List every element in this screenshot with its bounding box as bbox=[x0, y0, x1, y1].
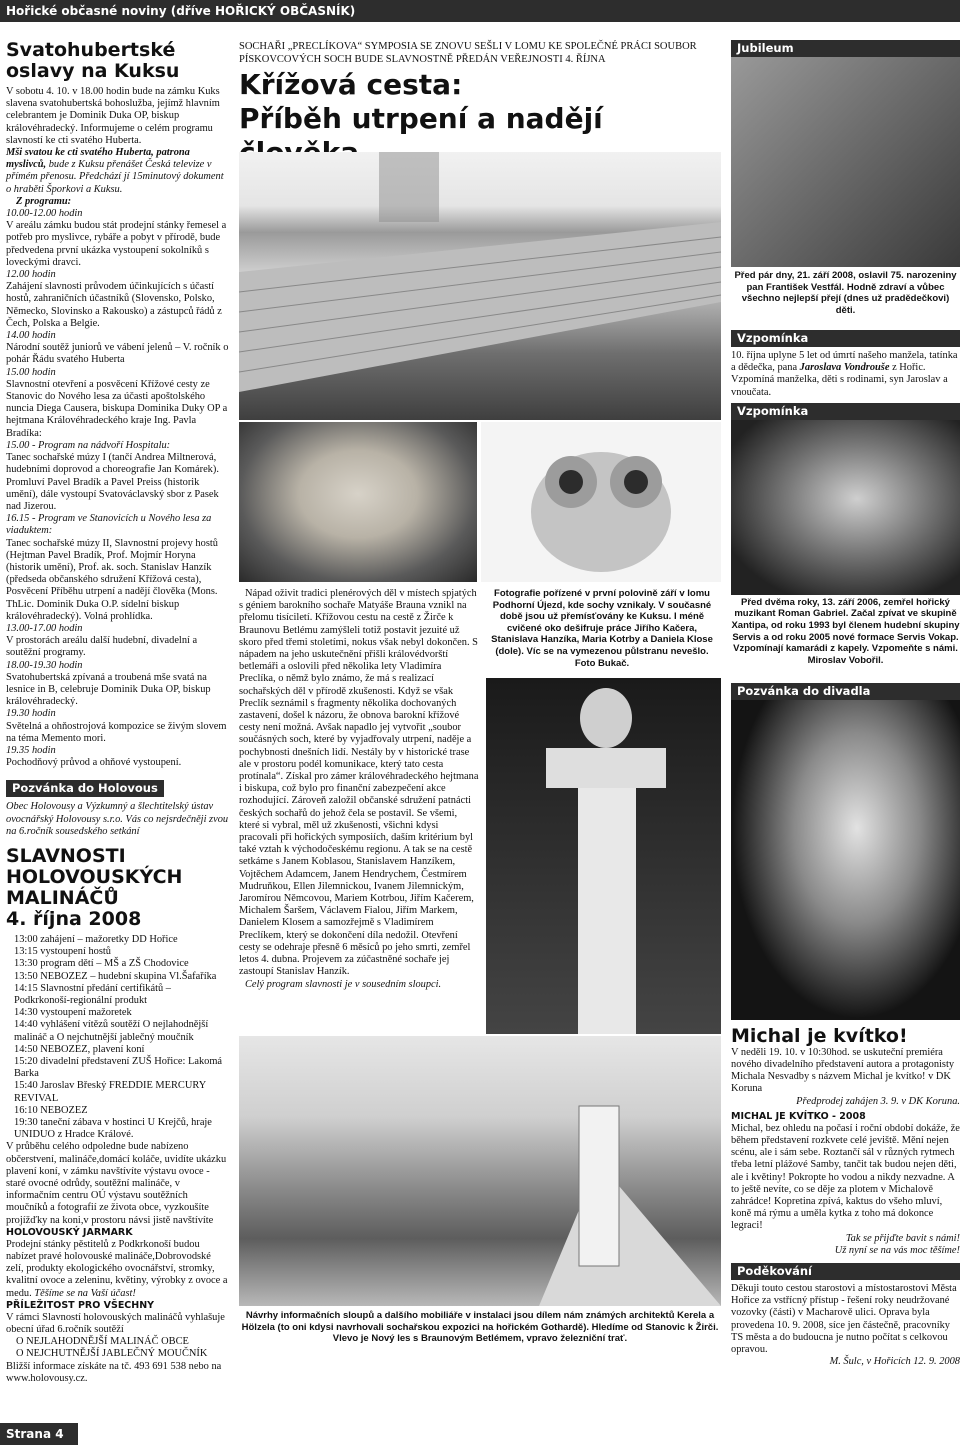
eyes-sculpture-illustration bbox=[481, 422, 721, 582]
photo-landscape-road bbox=[239, 1036, 721, 1306]
jarmark-text: Prodejní stánky pěstitelů z Podkrkonoší budou nabízet pravé holovouské malináče,Dobrovodské zelí, produkty ekologického ovocnářství, stromky, kvalitní ovoce a zeleninu, květiny, výrobky z ovoce a medu. bbox=[6, 1238, 228, 1299]
program-item-text: Zahájení slavnosti průvodem účinkujících s účastí hostů, zahraničních účastníků (Slovensko, Polsko, Německo, Slovinsko a Rakousko) a zástupců řádů z Čech, Polska a Belgie. bbox=[6, 281, 222, 329]
festival-closing: V průběhu celého odpoledne bude nabízeno občerstvení, malináče,domácí koláče, uvidíte ukázku plavení koní, v zámku navštívíte výstavu ovoce - staré ovocné odrůdy, soutěžní malináče, v informačním centru OÚ výstavu soutěžních moučníků a fotografií ze života obce, vyzkoušíte projížďky na koni,v prostoru návsi jistě navštívíte bbox=[6, 1141, 227, 1226]
thanks-label: Poděkování bbox=[731, 1263, 960, 1280]
thanks-text: Děkuji touto cestou starostovi a místostarostovi Města Hořice za vstřícný přístup - řešení roky neudržované vozovky (části) v Macharově ulici. Oprava byla provedena 10. 9. 2008, síce jen částečně, pracovníky TS města a do budoucna je nutno počítat s celkovou opravou. bbox=[731, 1283, 957, 1356]
cross-way-article bbox=[239, 588, 479, 1033]
cross-way-body-end: Celý program slavnosti je v sousedním sloupci. bbox=[245, 978, 442, 990]
article-kicker: SOCHAŘI „PRECLÍKOVA“ SYMPOSIA SE ZNOVU SEŠLI V LOMU KE SPOLEČNÉ PRÁCI SOUBOR PÍSKOVCOVÝCH SOCH BUDE SLAVNOSTNĚ PŘEDÁN VEŘEJNOSTI 4. ŘÍJNA bbox=[239, 41, 697, 65]
kuks-program-label: Z programu: bbox=[16, 195, 72, 207]
program-item-text: V areálu zámku budou stát prodejní stánky řemesel a potřeb pro myslivce, rybáře a pobyt v přírodě, bude předvedena první ukázka vystoupení sokolníků s loveckými dravci. bbox=[6, 220, 227, 268]
memory1-label: Vzpomínka bbox=[731, 330, 960, 347]
photo-tall-statue bbox=[486, 678, 721, 1034]
photo-stone-wall bbox=[239, 152, 721, 420]
photo-jubilee-family bbox=[731, 57, 960, 267]
schedule-line: 14:15 Slavnostní předání certifikátů – Podkrkonoší-regionální produkt bbox=[14, 982, 171, 1006]
program-item-time: 19.30 hodin bbox=[6, 708, 56, 720]
jarmark-label: HOLOVOUSKÝ JARMARK bbox=[6, 1226, 133, 1238]
schedule-line: 15:20 divadelní představení ZUŠ Hořice: Lakomá Barka bbox=[14, 1056, 223, 1080]
landscape-illustration bbox=[239, 1036, 721, 1306]
kuks-program-list bbox=[6, 208, 229, 769]
photo-musician bbox=[731, 420, 960, 595]
memory1-text-a: 10. října uplyne 5 let od úmrtí našeho manžela, tatínka a dědečka, pana bbox=[731, 350, 958, 374]
memory1-name: Jaroslava Vondrouše bbox=[799, 362, 890, 374]
schedule-line: 15:40 Jaroslav Břeský FREDDIE MERCURY REVIVAL bbox=[14, 1080, 206, 1104]
page-number: Strana 4 bbox=[0, 1423, 78, 1445]
memory2-caption: Před dvěma roky, 13. září 2006, zemřel hořický muzikant Roman Gabriel. Začal zpívat ve skupině Xantipa, od roku 1993 byl členem hudební skupiny Servis a od roku 2005 nové formace Servis Vokap. Vzpomínají kamarádi z kapely. Vzpomeňte s námi. Miroslav Vobořil. bbox=[731, 596, 960, 666]
program-item-text: Pochodňový průvod a ohňové vystoupení. bbox=[6, 757, 182, 769]
program-item-text: Tanec sochařské múzy II, Slavnostní projevy hostů (Hejtman Pavel Bradík, Prof. Mojmír Horyna (historik umění), Prof. ak. soch. Stanislav Hanzík (předseda občanského sdružení Křížová cesta), Posvěcení Příběhu utrpení a nadějí člověka (Mons. ThLic. Dominik Duka O.P. sídelní biskup královéhradecký). Volná prohlídka. bbox=[6, 537, 218, 622]
michal-end-1: Tak se přijďte bavit s námi! bbox=[845, 1232, 960, 1244]
program-item-text: V prostorách areálu další hudební, divadelní a soutěžní programy. bbox=[6, 635, 198, 659]
landscape-photo-caption: Návrhy informačních sloupů a dalšího mobiliáře v instalaci jsou dílem nám známých architektů Kerela a Hölzela (to oni kdysi navrhovali sochařskou expozici na hořickém Gothardě). Hledíme od Stanovic k Žirči. Vlevo je Nový les s Braunovým Betlémem, vpravo železniční trať. bbox=[241, 1310, 719, 1345]
chance-label: PŘÍLEŽITOST PRO VŠECHNY bbox=[6, 1299, 155, 1311]
program-item-time: 12.00 hodin bbox=[6, 269, 56, 281]
photo-eyes-sculpture bbox=[481, 422, 721, 582]
kuks-mass: Mši svatou ke cti svatého Huberta, patrona myslivců, bbox=[6, 147, 190, 171]
jubilee-label: Jubileum bbox=[731, 40, 960, 57]
michal-text: V neděli 19. 10. v 10:30hod. se uskuteční premiéra nového divadelního představení autora a protagonisty Michala Nesvadby s názvem Michal je kvítko! v DK Koruna bbox=[731, 1046, 955, 1095]
newspaper-banner: Hořické občasné noviny (dříve HOŘICKÝ OBČASNÍK) bbox=[0, 0, 960, 22]
holovousy-invite-text: Obec Holovousy a Výzkumný a šlechtitelský ústav ovocnářský Holovousy s.r.o. Vás co nejsrdečněji zvou na 6.ročník sousedského setkání bbox=[6, 801, 229, 837]
article-title-kuks: Svatohubertské oslavy na Kuksu bbox=[6, 39, 180, 82]
contact-info: Bližší informace získáte na tč. 493 691 538 nebo na www.holovousy.cz. bbox=[6, 1360, 222, 1384]
schedule-line: 13:00 zahájení – mažoretky DD Hořice bbox=[14, 933, 178, 945]
program-item-time: 13.00-17.00 hodin bbox=[6, 622, 83, 634]
program-item-text: Svatohubertská zpívaná a troubená mše svatá na lesnice in B, celebruje Dominik Duka OP, biskup královéhradecký. bbox=[6, 671, 211, 708]
program-item-time: 16.15 - Program ve Stanovicích u Nového lesa za viaduktem: bbox=[6, 513, 212, 537]
program-item-time: 14.00 hodin bbox=[6, 330, 56, 342]
sculpture-photo-caption: Fotografie pořízené v první polovině září v lomu Podhorní Újezd, kde sochy vznikaly. V současné době jsou už přemísťovány ke Kuksu. I méně cvičené oko dešifruje práce Jiřího Kačera, Stanislava Hanzíka, Maria Kotrby a Daniela Klose (dole). Víc se na vymezenou půlstranu nevešlo. Foto Bukač. bbox=[491, 588, 713, 669]
schedule-line: 19:30 taneční zábava v hostinci U Krejčů, hraje UNIDUO z Hradce Králové. bbox=[14, 1117, 212, 1141]
middle-column bbox=[239, 40, 721, 150]
kuks-broadcast: bude z Kuksu přenášet Česká televize v přímém přenosu. Předchází jí 15minutový dokument o hraběti Šporkovi a Kuksu. bbox=[6, 159, 224, 195]
schedule-line: 13:50 NEBOZEZ – hudební skupina Vl.Šafaříka bbox=[14, 970, 217, 982]
festival-schedule bbox=[6, 934, 229, 1141]
michal-body: Michal, bez ohledu na počasí i roční období dokáže, že během představení rozkvete celé jeviště. Mění nejen scénu, ale i sám sebe. Roztančí sál v různých rytmech třeba letní plážové Samby, tančit tak budou nejen děti, ale i květiny! Pokropte ho vodou a nikdy nezvadne. A to ještě nevíte, co se děje za plotem v Michalově zahrádce! Kopretina zpívá, kaktus do všeho mluví, koně má rýmu a uměla kytka z toho má dokonce legraci! bbox=[731, 1122, 960, 1232]
thanks-sign: M. Šulc, v Hořicích 12. 9. 2008 bbox=[829, 1356, 960, 1368]
michal-sale: Předprodej zahájen 3. 9. v DK Koruna. bbox=[796, 1095, 960, 1107]
program-item-time: 19.35 hodin bbox=[6, 744, 56, 756]
schedule-line: 13:30 program dětí – MŠ a ZŠ Chodovice bbox=[14, 958, 189, 970]
memory2-label: Vzpomínka bbox=[731, 403, 960, 420]
michal-end-2: Už nyní se na vás moc těšíme! bbox=[834, 1244, 960, 1256]
michal-title: Michal je kvítko! bbox=[731, 1024, 908, 1047]
chance-text: V rámci Slavností holovouských malináčů vyhlašuje obecní úřad 6.ročník soutěží bbox=[6, 1311, 225, 1336]
jubilee-caption: Před pár dny, 21. září 2008, oslavil 75. narozeniny pan František Vestfál. Hodně zdraví a vůbec všechno nejlepší přejí (dnes už pradědečkovi) děti. bbox=[734, 270, 957, 316]
festival-title: SLAVNOSTI HOLOVOUSKÝCH MALINÁČŮ bbox=[6, 844, 183, 909]
headline-line-1: Křížová cesta: bbox=[239, 68, 463, 101]
photo-face-sculpture bbox=[239, 422, 477, 582]
photo-michal-performer bbox=[731, 700, 960, 1020]
jarmark-end: Těšíme se na Vaší účast! bbox=[34, 1287, 136, 1299]
right-column bbox=[731, 40, 960, 1420]
kuks-intro: V sobotu 4. 10. v 18.00 hodin bude na zámku Kuks slavena svatohubertská bohoslužba, jejímž hlavním celebrantem je Dominik Duka OP, biskup královéhradecký. Informujeme o celém programu slavností ke cti svatého Huberta. bbox=[6, 86, 220, 146]
program-item-time: 10.00-12.00 hodin bbox=[6, 208, 83, 220]
program-item-time: 15.00 hodin bbox=[6, 366, 56, 378]
cross-way-body: Nápad oživit tradici plenérových děl v místech spjatých s géniem barokního sochaře Matyáše Brauna vznikl na přelomu tisíciletí. Křížovou cestu na cestě z Žirče k Braunovu Betlému zamýšleli totiž postavit jezuité už skoro před třemi stoletími, nokus však nebyl dokončen. S nápadem na jeho uskutečnění přišli královédvorští betlemáři a oslovili před několika lety Vladimíra Preclíka, o němž bylo známo, že má s realizací sochařských děl v přírodě zkušenosti. Když se však Preclík seznámil s fragmenty několika dochovaných zastavení, došel k názoru, že obnova barokní křížové cesty není možná. Avšak napadlo jej vytvořit „soubor součásných soch, které by vyjadřovaly utrpení, naděje a pochybnosti dnešních lidí. Nestály by v historické trase ale v prostoru podél komunikace, který tato cesta protínala“. Získal pro zámer královéhradeckého hejtmana i biskupa, což bylo pro finanční zabezpečení akce rozhodující. Zároveň založil občanské sdružení patnácti českých sochařů do jehož čela se postavil. Se všemi, které si vybral, měl už zkušenosti, všichni kdysi pracovali při hořických symposiích, daším kritérium byl také vztah k východočeskému regionu. A tak se na cestě setkáme s Janem Koblasou, Stanislavem Hanzíkem, Vojtěchem Adamcem, Janem Hendrychem, Čestmírem Mudruňkou, Ellen Jilemnickou, Ivanem Jilemnickým, Jaromírou Němcovou, Mariem Kotrbou, Jiřím Kačerem, Michalem Šaršem, Václavem Fialou, Jiřím Markem, Danielem Klosem a samozřejmě s Vladimírem Preclíkem, který se dokončení díla nedožil. Otevření cesty se odehraje přesně 6 měsíců po jeho smrti, zemřel letos 4. dubna. Projevem za zúčastněné sochaře jej zastoupí Stanislav Hanzík. bbox=[239, 588, 479, 978]
left-column bbox=[6, 40, 229, 1420]
program-item-text: Národní soutěž juniorů ve vábení jelenů – V. ročník o pohár Řádu svatého Huberta bbox=[6, 342, 229, 366]
memory1-text-b: z Hořic. Vzpomíná manželka, děti s rodinami, syn Jaroslav a vnoučata. bbox=[731, 362, 948, 398]
program-item-text: Světelná a ohňostrojová kompozice se živým slovem na téma Memento mori. bbox=[6, 720, 227, 744]
michal-sub: MICHAL JE KVÍTKO - 2008 bbox=[731, 1110, 866, 1122]
program-item-text: Tanec sochařské múzy I (tančí Andrea Miltnerová, hudebními doprovod a choreografie Jan Komárek). Promluví Pavel Bradík a Pavel Preiss (historik umění), dále vystoupí Svatováclavský sbor z Pasek nad Jizerou. bbox=[6, 452, 219, 512]
contest-2: O NEJCHUTNĚJŠÍ JABLEČNÝ MOUČNÍK bbox=[16, 1348, 208, 1360]
headline-line-2: Příběh utrpení a nadějí bbox=[239, 102, 603, 135]
stone-wall-illustration bbox=[239, 152, 721, 420]
holovousy-invite-label: Pozvánka do Holovous bbox=[6, 780, 164, 797]
schedule-line: 14:40 vyhlášení vítězů soutěží O nejlahodnější malináč a O nejchutnější jablečný moučník bbox=[14, 1019, 209, 1043]
schedule-line: 13:15 vystoupení hostů bbox=[14, 946, 111, 958]
kuks-article bbox=[6, 86, 229, 769]
contest-1: O NEJLAHODNĚJŠÍ MALINÁČ OBCE bbox=[16, 1336, 189, 1348]
schedule-line: 16:10 NEBOZEZ bbox=[14, 1104, 88, 1116]
program-item-text: Slavnostní otevření a posvěcení Křížové cesty ze Stanovic do Nového lesa za účasti apoštolského nuncia Diega Causera, biskupa Dominika Duky OP a hejtmana Královéhradeckého kraje Ing. Pavla Bradíka: bbox=[6, 378, 228, 439]
festival-date: 4. října 2008 bbox=[6, 907, 142, 930]
program-item-time: 18.00-19.30 hodin bbox=[6, 659, 83, 671]
program-item-time: 15.00 - Program na nádvoří Hospitalu: bbox=[6, 439, 171, 451]
schedule-line: 14:50 NEBOZEZ, plavení koní bbox=[14, 1043, 145, 1055]
schedule-line: 14:30 vystoupení mažoretek bbox=[14, 1007, 132, 1019]
theatre-label: Pozvánka do divadla bbox=[731, 683, 960, 700]
statue-illustration bbox=[486, 678, 721, 1034]
